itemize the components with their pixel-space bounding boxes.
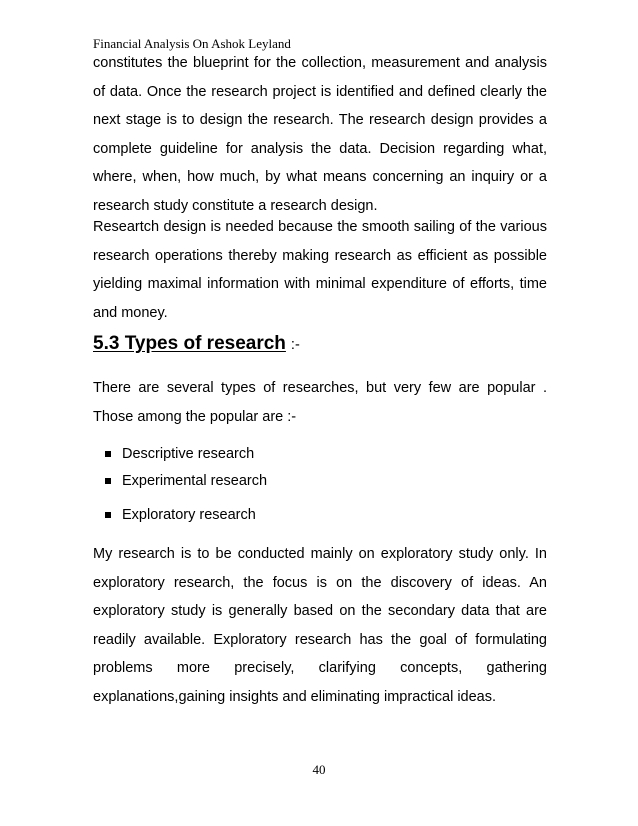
paragraph-text: There are several types of researches, but very few are popular . Those among the popular are :- — [93, 380, 547, 425]
paragraph-text: Researtch design is needed because the smooth sailing of the various research operations thereby making research as efficient as possible yielding maximal information with minimal expenditure of efforts, time and money. — [93, 219, 547, 321]
paragraph-exploratory-focus — [93, 540, 547, 712]
page-number: 40 — [312, 762, 326, 777]
list-item-label: Exploratory research — [122, 507, 256, 523]
paragraph-text: My research is to be conducted mainly on exploratory study only. In exploratory research, the focus is on the discovery of ideas. An exploratory study is generally based on the secondary data that are readily available. Exploratory research has the goal of formulating problems more precisely, clarifying concepts, gathering explanations,gaining insights and eliminating impractical ideas. — [93, 546, 547, 705]
running-header: Financial Analysis On Ashok Leyland — [93, 36, 291, 51]
list-item — [105, 505, 256, 525]
list-item — [105, 444, 254, 464]
section-heading-suffix: :- — [290, 337, 300, 353]
paragraph-text: constitutes the blueprint for the collection, measurement and analysis of data. Once the research project is identified and defined clearly the next stage is to design the research. The research design provides a complete guideline for analysis the data. Decision regarding what, where, when, how much, by what means concerning an inquiry or a research study constitute a research design. — [93, 55, 547, 214]
square-bullet-icon — [105, 512, 111, 518]
square-bullet-icon — [105, 478, 111, 484]
section-heading-title: 5.3 Types of research — [93, 333, 286, 354]
list-item — [105, 471, 267, 491]
list-item-label: Experimental research — [122, 473, 268, 489]
list-item-label: Descriptive research — [122, 446, 255, 462]
square-bullet-icon — [105, 451, 111, 457]
